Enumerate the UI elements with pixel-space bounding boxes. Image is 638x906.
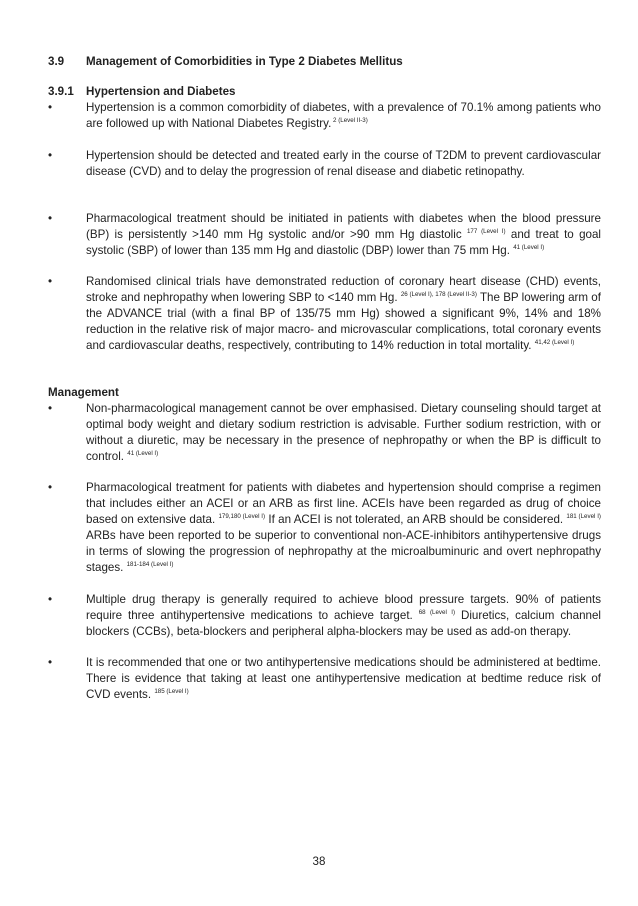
text-run: The BP lowering arm of the ADVANCE trial (with a final BP of 135/75 mm Hg) showed a significant 9%, 14% and 18% reduction in the relative risk of major macro- and microvascular complications, total coronary events and cardiovascular deaths, respectively, contributing to 14% reduction in total mortality. xyxy=(86,291,601,352)
bullet-marker: • xyxy=(48,101,53,114)
bullet-marker: • xyxy=(48,656,53,669)
text-run: It is recommended that one or two antihypertensive medications should be administered at bedtime. There is evidence that taking at least one antihypertensive medication at bedtime reduce risk of CVD events. xyxy=(86,656,601,701)
bullet-text xyxy=(86,148,601,180)
bullet-text xyxy=(86,274,601,354)
hypertension-bullet-4 xyxy=(48,274,601,354)
hypertension-bullet-1 xyxy=(48,100,601,132)
text-run: Non-pharmacological management cannot be over emphasised. Dietary counseling should target at optimal body weight and dietary sodium restriction is advisable. Further sodium restriction, with or without a diuretic, may be necessary in the presence of nephropathy or when the BP is difficult to control. xyxy=(86,402,601,463)
text-run: Pharmacological treatment for patients with diabetes and hypertension should comprise a regimen that includes either an ACEI or an ARB as first line. ACEIs have been regarded as drug of choice based on extensive data. xyxy=(86,481,601,526)
citation-superscript: 41 (Level I) xyxy=(513,244,545,251)
section-heading xyxy=(48,55,403,69)
section-number: 3.9 xyxy=(48,55,65,68)
text-run: and treat to goal systolic (SBP) of lower than 135 mm Hg and diastolic (DBP) lower than 75 mm Hg. xyxy=(86,228,602,257)
management-bullet-4 xyxy=(48,655,601,703)
subsection-title: Hypertension and Diabetes xyxy=(86,85,236,98)
subsection-number: 3.9.1 xyxy=(48,85,74,98)
bullet-text xyxy=(86,480,601,576)
bullet-text xyxy=(86,401,601,465)
text-run: If an ACEI is not tolerated, an ARB should be considered. xyxy=(265,513,567,526)
text-run: Pharmacological treatment should be initiated in patients with diabetes when the blood pressure (BP) is persistently >140 mm Hg systolic and/or >90 mm Hg diastolic xyxy=(86,212,601,241)
page-number: 38 xyxy=(312,855,326,868)
bullet-marker: • xyxy=(48,212,53,225)
text-run: Multiple drug therapy is generally required to achieve blood pressure targets. 90% of patients require three antihypertensive medications to achieve target. xyxy=(86,593,601,622)
text-run: Hypertension is a common comorbidity of diabetes, with a prevalence of 70.1% among patients who are followed up with National Diabetes Registry. xyxy=(86,101,601,130)
citation-superscript: 181 (Level I) xyxy=(566,513,601,520)
bullet-text xyxy=(86,100,601,132)
citation-superscript: 68 (Level I) xyxy=(418,609,456,616)
citation-superscript: 181-184 (Level I) xyxy=(126,561,174,568)
text-run: ARBs have been reported to be superior to conventional non-ACE-inhibitors antihypertensive drugs in terms of slowing the progression of nephropathy at the microalbuminuric and overt nephropathy stages. xyxy=(86,529,601,574)
bullet-text xyxy=(86,655,601,703)
citation-superscript: 41 (Level I) xyxy=(127,450,159,457)
bullet-marker: • xyxy=(48,593,53,606)
bullet-marker: • xyxy=(48,481,53,494)
text-run: Diuretics, calcium channel blockers (CCBs), beta-blockers and peripheral alpha-blockers may be used as add-on therapy. xyxy=(86,609,601,638)
bullet-text xyxy=(86,211,601,259)
management-bullet-3 xyxy=(48,592,601,640)
bullet-text xyxy=(86,592,601,640)
hypertension-bullet-2 xyxy=(48,148,601,180)
text-run: Hypertension should be detected and treated early in the course of T2DM to prevent cardiovascular disease (CVD) and to delay the progression of renal disease and diabetic retinopathy. xyxy=(86,149,601,178)
section-title: Management of Comorbidities in Type 2 Diabetes Mellitus xyxy=(86,55,403,68)
management-bullet-2 xyxy=(48,480,601,576)
citation-superscript: 26 (Level I), 178 (Level II-3) xyxy=(400,291,477,298)
bullet-marker: • xyxy=(48,149,53,162)
citation-superscript: 185 (Level I) xyxy=(154,688,189,695)
bullet-marker: • xyxy=(48,402,53,415)
subsection-heading xyxy=(48,85,235,99)
citation-superscript: 2 (Level II-3) xyxy=(331,117,368,124)
citation-superscript: 179,180 (Level I) xyxy=(218,513,266,520)
management-bullet-1 xyxy=(48,401,601,465)
management-heading: Management xyxy=(48,386,119,399)
bullet-marker: • xyxy=(48,275,53,288)
citation-superscript: 177 (Level I) xyxy=(466,228,506,235)
hypertension-bullet-3 xyxy=(48,211,601,259)
citation-superscript: 41,42 (Level I) xyxy=(534,339,575,346)
text-run: Randomised clinical trials have demonstrated reduction of coronary heart disease (CHD) events, stroke and nephropathy when lowering SBP to <140 mm Hg. xyxy=(86,275,601,304)
